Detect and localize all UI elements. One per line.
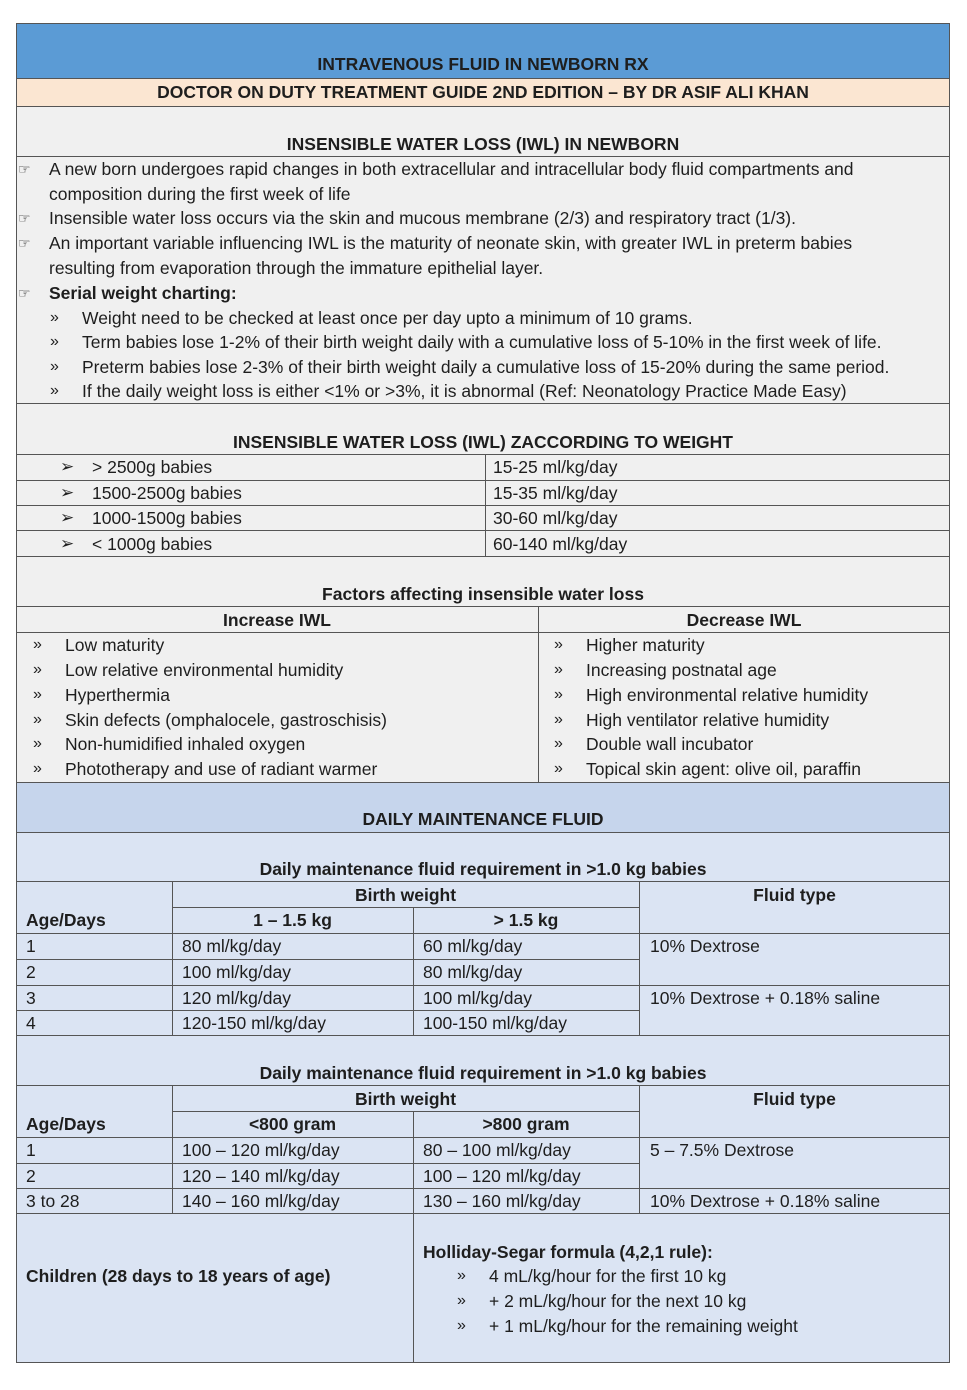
- arrow-bullet-icon: ➢: [60, 457, 75, 476]
- table2-cell: 80 – 100 ml/kg/day: [423, 1140, 571, 1160]
- table1-age-header: Age/Days: [26, 910, 106, 930]
- table1-cell: 100 ml/kg/day: [423, 988, 532, 1008]
- decrease-item: High ventilator relative humidity: [586, 710, 830, 730]
- increase-item: Phototherapy and use of radiant warmer: [65, 759, 378, 779]
- factors-heading: Factors affecting insensible water loss: [322, 584, 644, 604]
- divider: [16, 530, 950, 531]
- table2-heading: Daily maintenance fluid requirement in >1.0 kg babies: [259, 1063, 707, 1083]
- table1-fluid-cell: 10% Dextrose + 0.18% saline: [650, 988, 881, 1008]
- table2-cell: 140 – 160 ml/kg/day: [182, 1191, 340, 1211]
- formula-item: 4 mL/kg/hour for the first 10 kg: [489, 1266, 727, 1286]
- double-chevron-icon: »: [33, 636, 42, 653]
- divider: [16, 959, 639, 960]
- divider: [16, 606, 950, 607]
- holliday-segar-heading: Holliday-Segar formula (4,2,1 rule):: [423, 1242, 713, 1262]
- double-chevron-icon: »: [554, 636, 563, 653]
- serial-item: If the daily weight loss is either <1% or >3%, it is abnormal (Ref: Neonatology Practice Made Easy): [82, 381, 847, 401]
- table2-age-header: Age/Days: [26, 1114, 106, 1134]
- table1-cell: 80 ml/kg/day: [182, 936, 282, 956]
- iwl-loss-cell: 15-35 ml/kg/day: [493, 483, 618, 503]
- serial-item: Term babies lose 1-2% of their birth weight daily with a cumulative loss of 5-10% in the first week of life.: [82, 332, 882, 352]
- pointing-hand-icon: ☞: [18, 210, 31, 226]
- table2-birth-weight-header: Birth weight: [354, 1089, 457, 1109]
- maintenance-heading: DAILY MAINTENANCE FLUID: [362, 809, 604, 829]
- iwl-weight-cell: 1000-1500g babies: [92, 508, 242, 528]
- table2-cell: 100 – 120 ml/kg/day: [182, 1140, 340, 1160]
- iwl-heading: INSENSIBLE WATER LOSS (IWL) IN NEWBORN: [286, 134, 680, 154]
- decrease-item: Higher maturity: [586, 635, 705, 655]
- iwl-weight-cell: > 2500g babies: [92, 457, 213, 477]
- double-chevron-icon: »: [33, 661, 42, 678]
- double-chevron-icon: »: [457, 1292, 466, 1309]
- iwl-weight-cell: 1500-2500g babies: [92, 483, 242, 503]
- double-chevron-icon: »: [33, 686, 42, 703]
- iwl-paragraph-3-line-2: resulting from evaporation through the immature epithelial layer.: [49, 258, 544, 278]
- page-subtitle: DOCTOR ON DUTY TREATMENT GUIDE 2ND EDITION – BY DR ASIF ALI KHAN: [157, 82, 809, 102]
- divider: [16, 556, 950, 557]
- table1-fluid-type-header: Fluid type: [753, 885, 836, 905]
- table2-age-cell: 2: [26, 1166, 36, 1186]
- table1-col2-header: > 1.5 kg: [493, 910, 559, 930]
- iwl-loss-cell: 60-140 ml/kg/day: [493, 534, 628, 554]
- table2-cell: 120 – 140 ml/kg/day: [182, 1166, 340, 1186]
- table1-age-cell: 2: [26, 962, 36, 982]
- decrease-item: Topical skin agent: olive oil, paraffin: [586, 759, 861, 779]
- double-chevron-icon: »: [457, 1267, 466, 1284]
- divider: [16, 832, 950, 833]
- table2-col1-header: <800 gram: [248, 1114, 337, 1134]
- decrease-item: Increasing postnatal age: [586, 660, 777, 680]
- table2-col2-header: >800 gram: [482, 1114, 570, 1134]
- serial-item: Weight need to be checked at least once per day upto a minimum of 10 grams.: [82, 308, 693, 328]
- arrow-bullet-icon: ➢: [60, 534, 75, 553]
- table2-cell: 130 – 160 ml/kg/day: [423, 1191, 581, 1211]
- table1-cell: 60 ml/kg/day: [423, 936, 523, 956]
- formula-item: + 1 mL/kg/hour for the remaining weight: [489, 1316, 798, 1336]
- decrease-item: Double wall incubator: [586, 734, 754, 754]
- table1-cell: 100 ml/kg/day: [182, 962, 291, 982]
- double-chevron-icon: »: [457, 1317, 466, 1334]
- decrease-iwl-heading: Decrease IWL: [686, 610, 802, 630]
- iwl-loss-cell: 15-25 ml/kg/day: [493, 457, 618, 477]
- table2-cell: 100 – 120 ml/kg/day: [423, 1166, 581, 1186]
- table2-fluid-type-header: Fluid type: [753, 1089, 836, 1109]
- double-chevron-icon: »: [50, 358, 59, 375]
- increase-iwl-heading: Increase IWL: [223, 610, 331, 630]
- double-chevron-icon: »: [554, 661, 563, 678]
- pointing-hand-icon: ☞: [18, 235, 31, 251]
- table1-cell: 120-150 ml/kg/day: [182, 1013, 326, 1033]
- double-chevron-icon: »: [33, 711, 42, 728]
- table1-birth-weight-header: Birth weight: [354, 885, 457, 905]
- divider: [16, 881, 950, 882]
- table1-heading: Daily maintenance fluid requirement in >1.0 kg babies: [259, 859, 707, 879]
- iwl-paragraph-3-line-1: An important variable influencing IWL is the maturity of neonate skin, with greater IWL in preterm babies: [49, 233, 853, 253]
- table1-age-cell: 4: [26, 1013, 36, 1033]
- table2-age-cell: 3 to 28: [26, 1191, 80, 1211]
- table1-age-cell: 3: [26, 988, 36, 1008]
- increase-item: Non-humidified inhaled oxygen: [65, 734, 306, 754]
- table1-age-cell: 1: [26, 936, 36, 956]
- iwl-paragraph-1-line-1: A new born undergoes rapid changes in both extracellular and intracellular body fluid compartments and: [49, 159, 854, 179]
- increase-item: Low relative environmental humidity: [65, 660, 344, 680]
- arrow-bullet-icon: ➢: [60, 508, 75, 527]
- divider: [16, 106, 950, 107]
- table1-fluid-cell: 10% Dextrose: [650, 936, 760, 956]
- table1-cell: 120 ml/kg/day: [182, 988, 291, 1008]
- divider: [16, 1035, 950, 1036]
- pointing-hand-icon: ☞: [18, 161, 31, 177]
- table2-age-cell: 1: [26, 1140, 36, 1160]
- iwl-weight-heading: INSENSIBLE WATER LOSS (IWL) ZACCORDING TO WEIGHT: [232, 432, 734, 452]
- double-chevron-icon: »: [33, 760, 42, 777]
- table1-col1-header: 1 – 1.5 kg: [253, 910, 332, 930]
- increase-item: Low maturity: [65, 635, 165, 655]
- divider: [16, 1085, 950, 1086]
- double-chevron-icon: »: [33, 735, 42, 752]
- iwl-weight-cell: < 1000g babies: [92, 534, 213, 554]
- divider: [16, 78, 950, 79]
- pointing-hand-icon: ☞: [18, 285, 31, 301]
- iwl-paragraph-1-line-2: composition during the first week of life: [49, 184, 351, 204]
- double-chevron-icon: »: [50, 333, 59, 350]
- double-chevron-icon: »: [554, 686, 563, 703]
- column-divider: [413, 1111, 414, 1363]
- divider: [16, 1213, 950, 1214]
- double-chevron-icon: »: [554, 760, 563, 777]
- double-chevron-icon: »: [554, 711, 563, 728]
- serial-item: Preterm babies lose 2-3% of their birth weight daily a cumulative loss of 15-20% during the same period.: [82, 357, 890, 377]
- page-title: INTRAVENOUS FLUID IN NEWBORN RX: [317, 54, 649, 74]
- serial-weight-heading: Serial weight charting:: [49, 283, 237, 303]
- double-chevron-icon: »: [554, 735, 563, 752]
- increase-item: Skin defects (omphalocele, gastroschisis): [65, 710, 387, 730]
- children-label: Children (28 days to 18 years of age): [26, 1266, 331, 1286]
- table2-fluid-cell: 10% Dextrose + 0.18% saline: [650, 1191, 881, 1211]
- formula-item: + 2 mL/kg/hour for the next 10 kg: [489, 1291, 747, 1311]
- double-chevron-icon: »: [50, 309, 59, 326]
- table1-cell: 100-150 ml/kg/day: [423, 1013, 567, 1033]
- iwl-loss-cell: 30-60 ml/kg/day: [493, 508, 618, 528]
- table2-fluid-cell: 5 – 7.5% Dextrose: [650, 1140, 794, 1160]
- iwl-paragraph-2: Insensible water loss occurs via the skin and mucous membrane (2/3) and respiratory tract (1/3).: [49, 208, 796, 228]
- divider: [16, 782, 950, 783]
- divider: [16, 403, 950, 404]
- arrow-bullet-icon: ➢: [60, 483, 75, 502]
- increase-item: Hyperthermia: [65, 685, 171, 705]
- decrease-item: High environmental relative humidity: [586, 685, 869, 705]
- table1-cell: 80 ml/kg/day: [423, 962, 523, 982]
- double-chevron-icon: »: [50, 382, 59, 399]
